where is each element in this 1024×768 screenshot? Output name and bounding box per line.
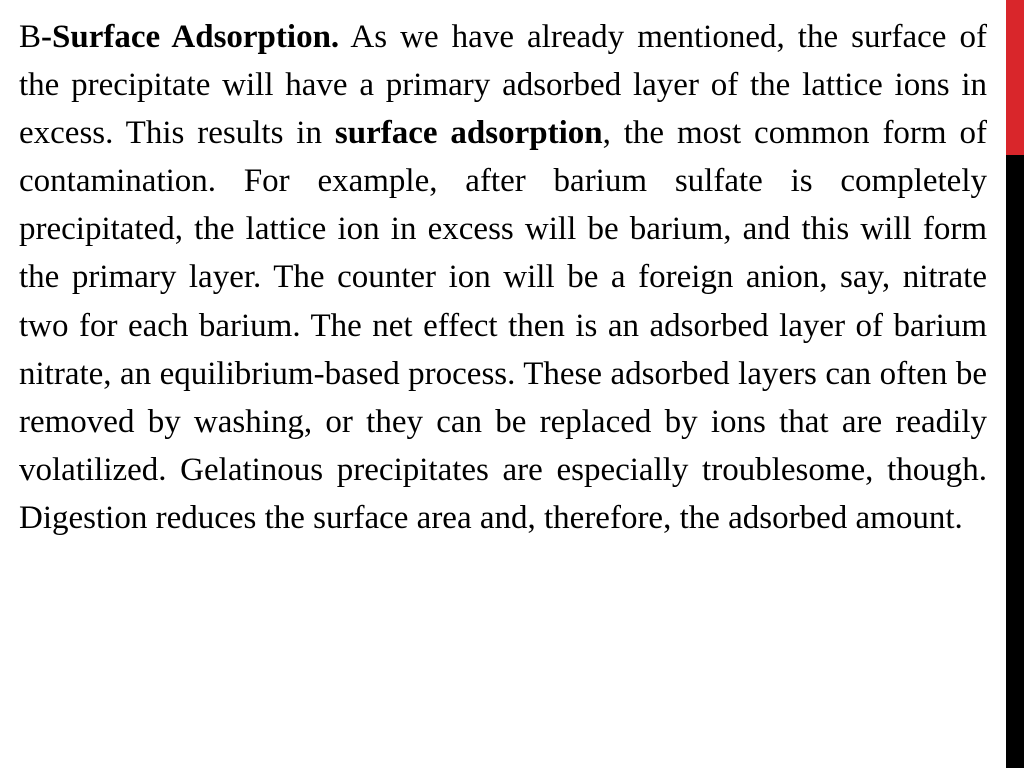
paragraph-text-1: As we have already mentioned, the surface of the precipitate will have a primary adsorbed layer of the lattice ions in excess. This results in [19, 19, 987, 152]
lead-letter: B [19, 19, 42, 55]
key-term: surface adsorption [334, 115, 603, 152]
decorative-side-bar [1006, 0, 1024, 768]
paragraph-text-2: , the most common form of contamination. For example, after barium sulfate is completely precipitated, the lattice ion in excess will be barium, and this will form the primary layer. The counter ion will be a foreign anion, say, nitrate two for each barium. The net effect then is an adsorbed layer of barium nitrate, an equilibrium-based process. These adsorbed layers can often be removed by washing, or they can be replaced by ions that are readily volatilized. Gelatinous precipitates are especially troublesome, though. Digestion reduces the surface area and, therefore, the adsorbed amount. [19, 115, 987, 536]
side-bar-black-segment [1006, 155, 1024, 768]
body-paragraph [19, 13, 987, 542]
side-bar-red-segment [1006, 0, 1024, 155]
section-heading: -Surface Adsorption. [41, 19, 340, 55]
